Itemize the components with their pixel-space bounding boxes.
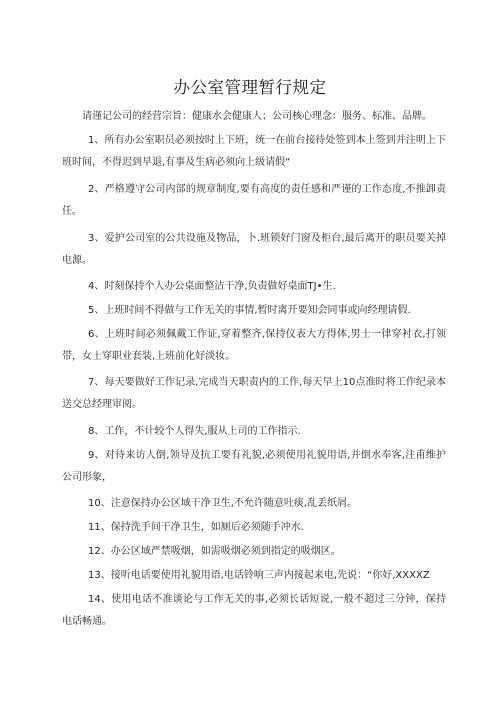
rule-8: 8、工作，不计较个人得失,服从上司的工作指示. bbox=[88, 426, 301, 437]
rule-9: 9、对待来访人倒,领导及抗工要有礼貌,必须使用礼貌用语,并倒水奉客,注甫维护公司形象， bbox=[62, 450, 446, 483]
rule-14: 14、使用电话不准谈论与工作无关的事,必须长话短说,一般不超过三分钟，保持电话畅通。 bbox=[62, 594, 446, 627]
rule-3: 3、爱护公司室的公共设施及物品，卜.班锁好门窗及柜台,最后离开的职员要关掉电源。 bbox=[62, 233, 446, 266]
rule-10: 10、注意保持办公区域干净卫生,不允许随意吐痰,乱丢纸屑。 bbox=[88, 498, 358, 509]
rule-13: 13、接听电话要使用礼貌用语,电话铃响三声内接起来电,先说：“你好,XXXXZ bbox=[88, 570, 430, 581]
rule-11: 11、保持洗手间干净卫生，如厕后必须随手冲水. bbox=[88, 522, 304, 533]
intro-paragraph: 请谨记公司的经营宗旨：健康水会健康人；公司核心理念：服务、标准、品牌。 bbox=[82, 111, 432, 122]
rule-5: 5、上班时间不得做与工作无关的事情,暂时离开要知会同事或向经理请假. bbox=[88, 305, 411, 316]
rule-7: 7、每天要做好工作记录,完成当天职责内的工作,每天早上10点准时将工作纪录本送交总经理审阅。 bbox=[62, 377, 446, 410]
rule-12: 12、办公区域严禁吸烟，如需吸烟必须到指定的吸烟区。 bbox=[88, 546, 341, 557]
rule-2: 2、严格遵守公司内部的规章制度,要有高度的责任感和严谨的工作态度,不推卸责任。 bbox=[62, 184, 446, 217]
rule-1: 1、所有办公室职员必须按时上下班，统一在前台接待处签到本上签到并注明上下班时间，不得迟到早退,有事及生病必须向上级请假“ bbox=[62, 135, 446, 168]
document-title: 办公室管理暂行规定 bbox=[173, 78, 327, 97]
rule-4: 4、时刻保持个人办公桌面整洁干净,负责做好桌面TJ•生. bbox=[88, 281, 336, 292]
rule-6: 6、上班时间必须佩戴工作证,穿着整齐,保持仪表大方得体,男士一律穿衬衣,打领带，女士穿职业套装,上班前化好淡妆。 bbox=[62, 329, 446, 362]
